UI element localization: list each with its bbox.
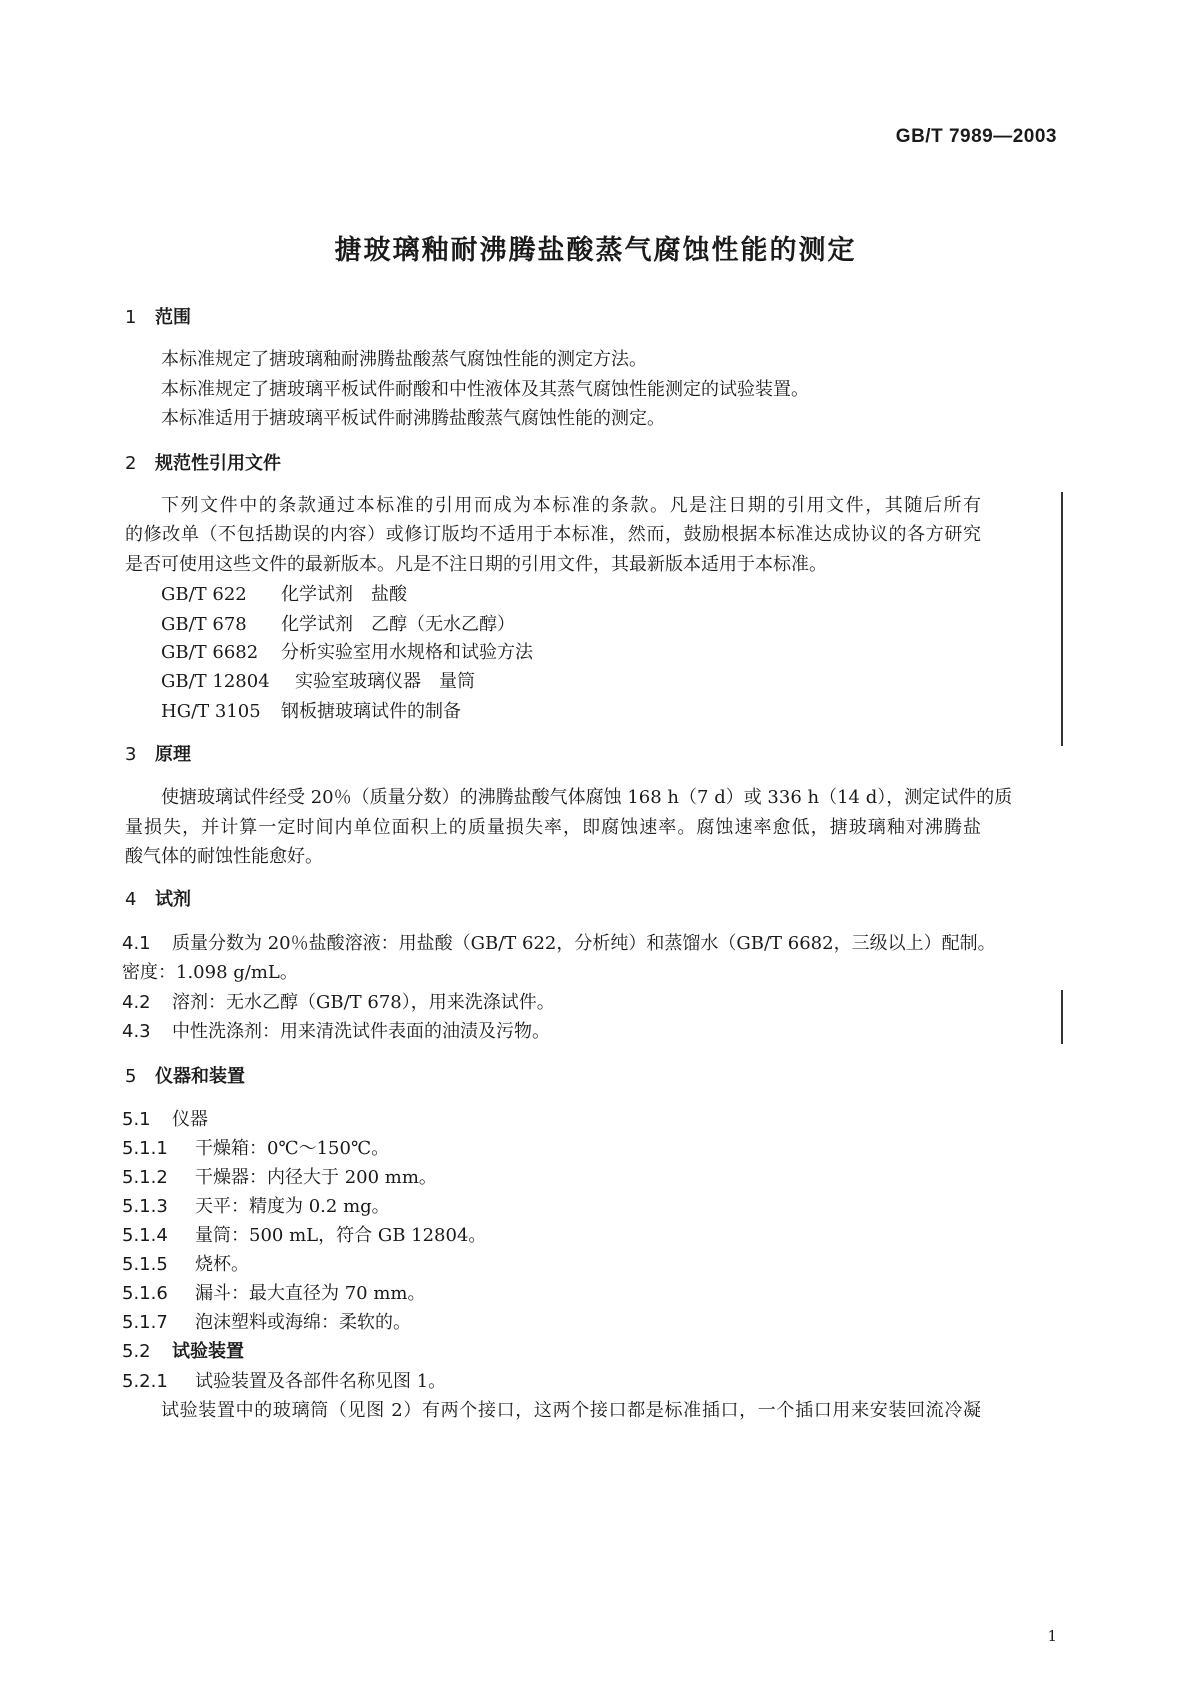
clause-number: 5.1.3 bbox=[122, 1196, 168, 1217]
section-number: 1 bbox=[125, 307, 137, 328]
clause-number: 5.1 bbox=[122, 1109, 151, 1130]
reagent-item bbox=[122, 933, 996, 954]
reference-code: GB/T 622 bbox=[161, 584, 247, 605]
paragraph: 本标准规定了搪玻璃釉耐沸腾盐酸蒸气腐蚀性能的测定方法。 bbox=[161, 349, 647, 370]
reference-item bbox=[161, 702, 461, 722]
reference-subject: 盐酸 bbox=[371, 584, 407, 605]
reference-title: 分析实验室用水规格和试验方法 bbox=[281, 642, 533, 663]
clause-number: 5.1.7 bbox=[122, 1312, 168, 1333]
paragraph-line: 试验装置中的玻璃筒（见图 2）有两个接口，这两个接口都是标准插口，一个插口用来安装回流冷凝 bbox=[161, 1400, 981, 1421]
paragraph-line: 密度：1.098 g/mL。 bbox=[122, 962, 298, 983]
clause-text: 量筒：500 mL，符合 GB 12804。 bbox=[195, 1225, 487, 1246]
reference-title: 化学试剂 bbox=[281, 584, 353, 605]
instrument-item bbox=[122, 1197, 390, 1217]
instrument-item bbox=[122, 1226, 486, 1246]
instrument-item bbox=[122, 1255, 249, 1275]
reference-code: HG/T 3105 bbox=[161, 701, 261, 722]
paragraph-line: 下列文件中的条款通过本标准的引用而成为本标准的条款。凡是注日期的引用文件，其随后所有 bbox=[161, 495, 981, 516]
section-number: 2 bbox=[125, 453, 137, 474]
reference-item bbox=[161, 615, 515, 635]
reference-title: 钢板搪玻璃试件的制备 bbox=[281, 701, 461, 722]
paragraph-line: 的修改单（不包括勘误的内容）或修订版均不适用于本标准，然而，鼓励根据本标准达成协议的各方研究 bbox=[125, 524, 981, 545]
paragraph: 本标准规定了搪玻璃平板试件耐酸和中性液体及其蒸气腐蚀性能测定的试验装置。 bbox=[161, 379, 809, 400]
reference-subject: 乙醇（无水乙醇） bbox=[371, 614, 515, 635]
page-number: 1 bbox=[1047, 1627, 1057, 1645]
reference-item bbox=[161, 672, 475, 692]
revision-bar bbox=[1061, 492, 1063, 746]
section-title: 范围 bbox=[155, 307, 191, 328]
instrument-item bbox=[122, 1139, 389, 1159]
apparatus-item bbox=[122, 1372, 446, 1392]
clause-text: 试验装置 bbox=[172, 1341, 244, 1362]
standard-code: GB/T 7989—2003 bbox=[895, 126, 1057, 147]
clause-number: 5.1.5 bbox=[122, 1254, 168, 1275]
clause-number: 5.1.1 bbox=[122, 1138, 168, 1159]
clause-text: 质量分数为 20％盐酸溶液：用盐酸（GB/T 622，分析纯）和蒸馏水（GB/T 6682，三级以上）配制。 bbox=[172, 933, 996, 954]
clause-text: 中性洗涤剂：用来清洗试件表面的油渍及污物。 bbox=[172, 1021, 550, 1042]
instrument-item bbox=[122, 1284, 425, 1304]
paragraph-line: 酸气体的耐蚀性能愈好。 bbox=[125, 846, 323, 867]
section-title: 规范性引用文件 bbox=[155, 453, 281, 474]
clause-text: 干燥器：内径大于 200 mm。 bbox=[195, 1167, 437, 1188]
clause-text: 干燥箱：0℃～150℃。 bbox=[195, 1138, 390, 1159]
section-3-heading bbox=[125, 745, 191, 765]
reagent-item bbox=[122, 993, 555, 1013]
reference-title: 实验室玻璃仪器 bbox=[295, 671, 421, 692]
document-title: 搪玻璃釉耐沸腾盐酸蒸气腐蚀性能的测定 bbox=[334, 235, 857, 266]
reference-subject: 量筒 bbox=[439, 671, 475, 692]
clause-text: 漏斗：最大直径为 70 mm。 bbox=[195, 1283, 426, 1304]
section-1-heading bbox=[125, 308, 191, 328]
reference-item bbox=[161, 643, 533, 663]
section-title: 试剂 bbox=[155, 889, 191, 910]
section-title: 原理 bbox=[155, 744, 191, 765]
clause-number: 5.2.1 bbox=[122, 1371, 168, 1392]
clause-text: 溶剂：无水乙醇（GB/T 678），用来洗涤试件。 bbox=[172, 992, 555, 1013]
reference-code: GB/T 6682 bbox=[161, 642, 259, 663]
clause-number: 4.3 bbox=[122, 1021, 151, 1042]
section-number: 4 bbox=[125, 889, 137, 910]
subsection-heading bbox=[122, 1110, 208, 1130]
clause-number: 5.1.4 bbox=[122, 1225, 168, 1246]
clause-text: 试验装置及各部件名称见图 1。 bbox=[195, 1371, 447, 1392]
paragraph: 本标准适用于搪玻璃平板试件耐沸腾盐酸蒸气腐蚀性能的测定。 bbox=[161, 408, 665, 429]
paragraph-line: 是否可使用这些文件的最新版本。凡是不注日期的引用文件，其最新版本适用于本标准。 bbox=[125, 554, 827, 575]
section-5-heading bbox=[125, 1067, 245, 1087]
clause-text: 天平：精度为 0.2 mg。 bbox=[195, 1196, 390, 1217]
clause-number: 5.1.2 bbox=[122, 1167, 168, 1188]
reference-code: GB/T 678 bbox=[161, 614, 247, 635]
reference-item bbox=[161, 585, 407, 605]
clause-text: 烧杯。 bbox=[195, 1254, 249, 1275]
clause-text: 泡沫塑料或海绵：柔软的。 bbox=[195, 1312, 411, 1333]
clause-number: 5.2 bbox=[122, 1341, 151, 1362]
paragraph-line: 使搪玻璃试件经受 20％（质量分数）的沸腾盐酸气体腐蚀 168 h（7 d）或 336 h（14 d），测定试件的质 bbox=[161, 787, 1013, 808]
section-number: 3 bbox=[125, 744, 137, 765]
section-4-heading bbox=[125, 890, 191, 910]
reference-code: GB/T 12804 bbox=[161, 671, 270, 692]
section-number: 5 bbox=[125, 1066, 137, 1087]
paragraph-line: 量损失，并计算一定时间内单位面积上的质量损失率，即腐蚀速率。腐蚀速率愈低，搪玻璃釉对沸腾盐 bbox=[125, 817, 981, 838]
reagent-item bbox=[122, 1022, 550, 1042]
instrument-item bbox=[122, 1313, 411, 1333]
section-title: 仪器和装置 bbox=[155, 1066, 245, 1087]
subsection-heading bbox=[122, 1342, 244, 1362]
reference-title: 化学试剂 bbox=[281, 614, 353, 635]
section-2-heading bbox=[125, 454, 281, 474]
clause-number: 5.1.6 bbox=[122, 1283, 168, 1304]
clause-text: 仪器 bbox=[172, 1109, 208, 1130]
instrument-item bbox=[122, 1168, 437, 1188]
clause-number: 4.2 bbox=[122, 992, 151, 1013]
clause-number: 4.1 bbox=[122, 933, 151, 954]
revision-bar bbox=[1061, 990, 1063, 1044]
